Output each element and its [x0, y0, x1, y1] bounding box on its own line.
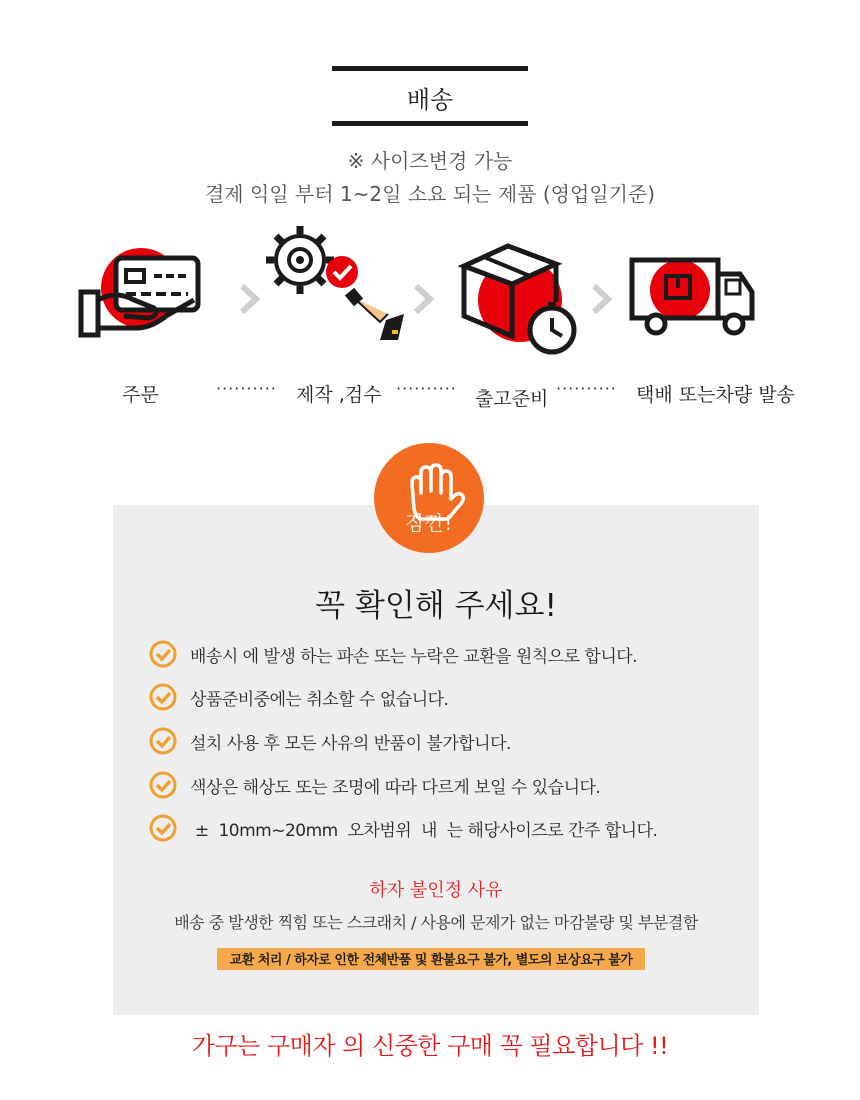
step-separator: ··········	[556, 379, 617, 398]
notice-title: 꼭 확인해 주세요!	[315, 588, 557, 624]
notice-item	[148, 682, 448, 712]
purchase-warning: 가구는 구매자 의 신중한 구매 꼭 필요합니다 !!	[191, 1032, 669, 1060]
section-title: 배송	[406, 86, 454, 114]
defect-title: 하자 불인정 사유	[369, 880, 503, 901]
chevron-right-icon	[412, 282, 436, 320]
step-separator: ··········	[396, 379, 457, 398]
check-circle-icon	[148, 770, 178, 800]
card-in-hand-icon	[76, 230, 206, 349]
size-change-note: ※ 사이즈변경 가능	[347, 149, 513, 173]
check-circle-icon	[148, 639, 178, 669]
defect-highlight-text: 교환 처리 / 하자로 인한 전체반품 및 환불요구 불가, 별도의 보상요구 불가	[229, 953, 633, 968]
check-circle-icon	[148, 682, 178, 712]
step-label-production: 제작 ,검수	[296, 384, 382, 406]
notice-item-text: 색상은 해상도 또는 조명에 따라 다르게 보일 수 있습니다.	[190, 777, 601, 798]
notice-item	[148, 726, 511, 756]
shipping-duration: 결제 익일 부터 1~2일 소요 되는 제품 (영업일기준)	[204, 182, 656, 206]
notice-item-text: 설치 사용 후 모든 사유의 반품이 불가합니다.	[190, 733, 511, 754]
chevron-right-icon	[238, 282, 262, 320]
check-circle-icon	[148, 726, 178, 756]
notice-item-text: 배송시 에 발생 하는 파손 또는 누락은 교환을 원칙으로 합니다.	[190, 646, 638, 667]
chevron-right-icon	[590, 282, 614, 320]
notice-item	[148, 813, 657, 843]
badge-label: 잠깐!	[405, 511, 453, 535]
defect-description: 배송 중 발생한 찍힘 또는 스크래치 / 사용에 문제가 없는 마감불량 및 부분결함	[174, 913, 698, 932]
notice-item-text: 상품준비중에는 취소할 수 없습니다.	[190, 689, 449, 710]
notice-item	[148, 770, 600, 800]
step-label-preparation: 출고준비	[475, 388, 549, 410]
notice-item	[148, 639, 637, 669]
check-circle-icon	[148, 813, 178, 843]
gear-inspection-icon	[262, 222, 412, 351]
title-bottom-rule	[332, 121, 528, 126]
wait-badge	[374, 443, 484, 553]
title-top-rule	[332, 66, 528, 71]
delivery-truck-icon	[628, 248, 758, 347]
step-label-shipping: 택배 또는차량 발송	[636, 384, 795, 406]
package-clock-icon	[456, 236, 586, 365]
notice-item-text: ± 10mm~20mm 오차범위 내 는 해당사이즈로 간주 합니다.	[190, 820, 658, 841]
step-separator: ··········	[216, 379, 277, 398]
step-label-order: 주문	[122, 384, 159, 406]
